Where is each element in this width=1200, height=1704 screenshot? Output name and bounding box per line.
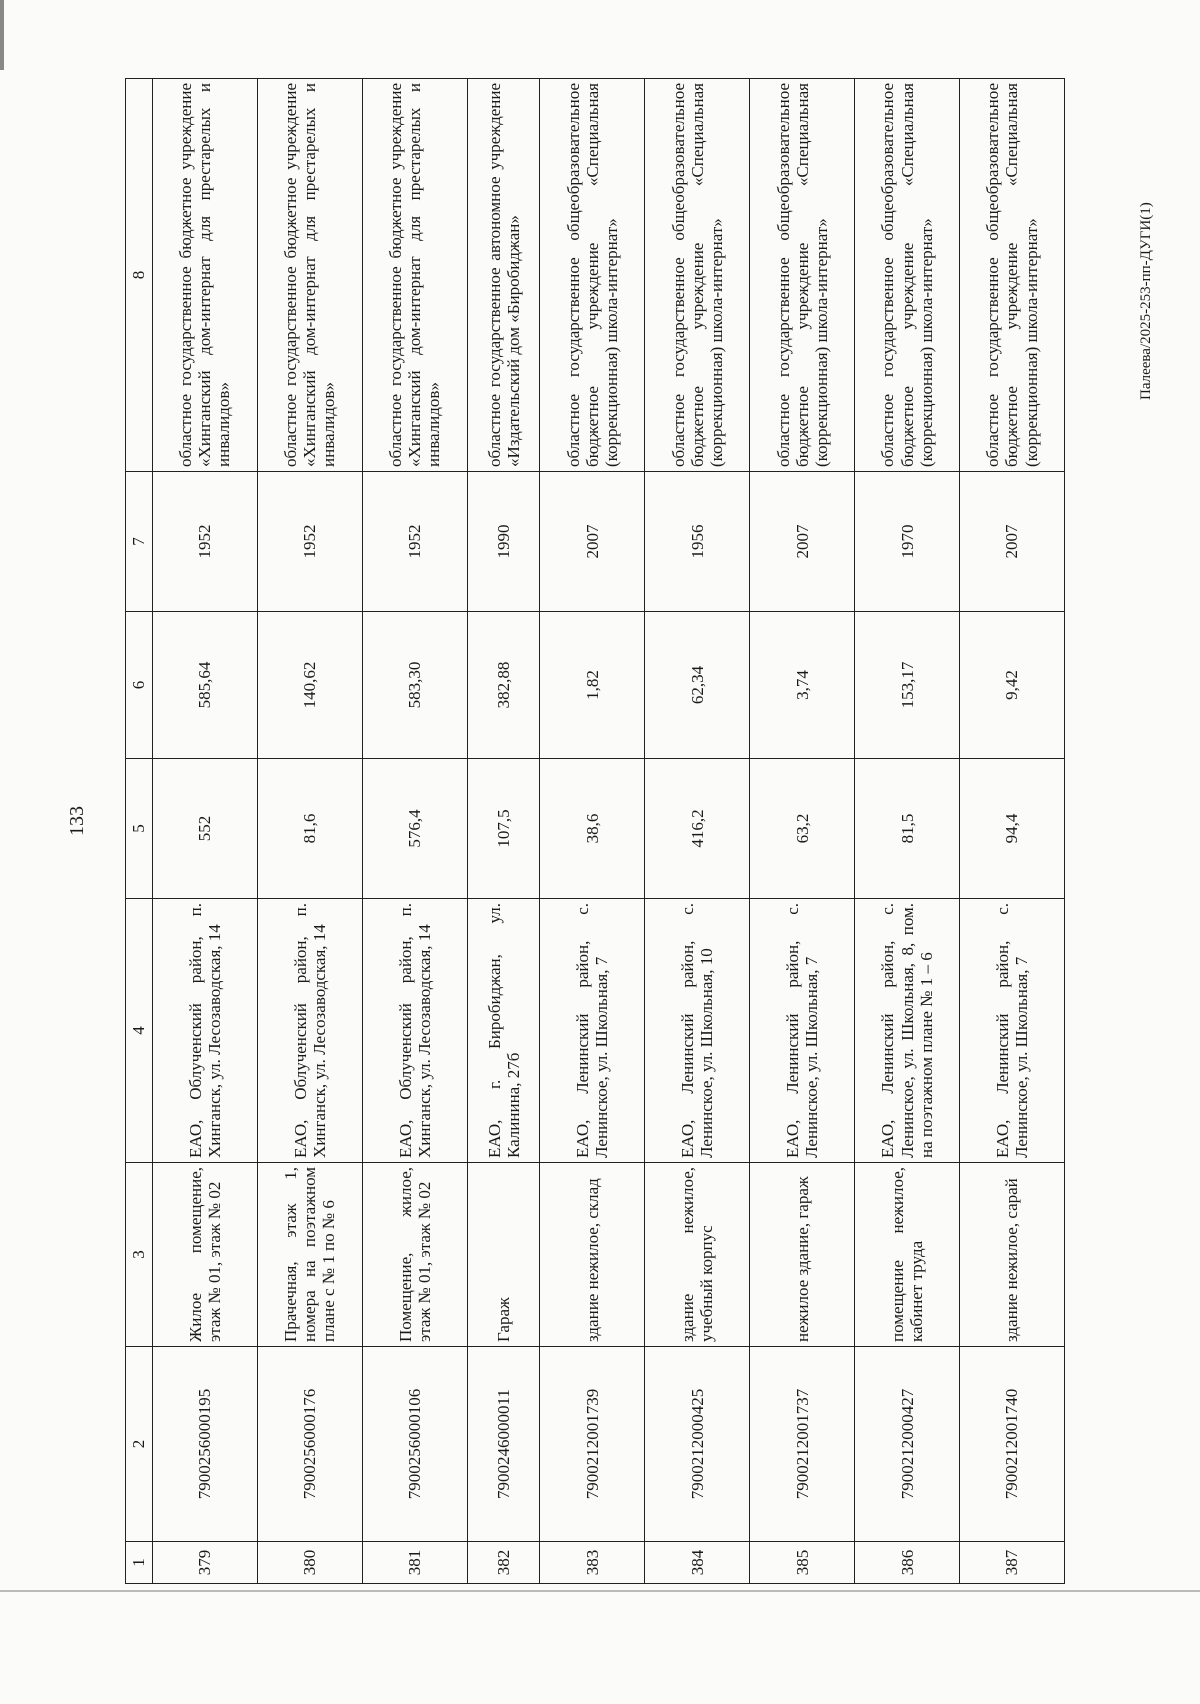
- object-year: 1970: [855, 472, 960, 612]
- object-name: нежилое здание, гараж: [750, 1163, 855, 1347]
- object-value: 583,30: [362, 612, 467, 759]
- object-address: ЕАО, Облученский район, п. Хинганск, ул. Лесозаводская, 14: [153, 899, 258, 1163]
- cadastral-number: 7900256000195: [153, 1347, 258, 1542]
- object-name: помещение нежилое, кабинет труда: [855, 1163, 960, 1347]
- object-area: 416,2: [645, 759, 750, 899]
- column-header: 2: [126, 1347, 153, 1542]
- object-address: ЕАО, Ленинский район, с. Ленинское, ул. Школьная, 7: [750, 899, 855, 1163]
- object-area: 38,6: [540, 759, 645, 899]
- cadastral-number: 7900212001737: [750, 1347, 855, 1542]
- object-value: 140,62: [257, 612, 362, 759]
- scan-edge-mark: [0, 0, 4, 70]
- cadastral-number: 7900212000427: [855, 1347, 960, 1542]
- scan-edge-mark: [0, 1590, 1200, 1592]
- object-year: 2007: [959, 472, 1064, 612]
- object-address: ЕАО, г. Биробиджан, ул. Калинина, 27б: [467, 899, 540, 1163]
- column-header: 7: [126, 472, 153, 612]
- object-area: 94,4: [959, 759, 1064, 899]
- table-row: [855, 79, 960, 1584]
- object-value: 153,17: [855, 612, 960, 759]
- column-header: 1: [126, 1542, 153, 1584]
- row-number: 386: [855, 1542, 960, 1584]
- row-number: 379: [153, 1542, 258, 1584]
- column-header: 6: [126, 612, 153, 759]
- table-row: [645, 79, 750, 1584]
- object-name: здание нежилое, склад: [540, 1163, 645, 1347]
- column-header: 3: [126, 1163, 153, 1347]
- row-number: 381: [362, 1542, 467, 1584]
- object-year: 1952: [257, 472, 362, 612]
- object-area: 63,2: [750, 759, 855, 899]
- cadastral-number: 7900212001740: [959, 1347, 1064, 1542]
- object-area: 81,6: [257, 759, 362, 899]
- object-holder: областное государственное общеобразовательное бюджетное учреждение «Специальная (коррекционная) школа-интернат»: [540, 79, 645, 472]
- object-holder: областное государственное общеобразовательное бюджетное учреждение «Специальная (коррекционная) школа-интернат»: [959, 79, 1064, 472]
- object-address: ЕАО, Ленинский район, с. Ленинское, ул. Школьная, 7: [959, 899, 1064, 1163]
- row-number: 383: [540, 1542, 645, 1584]
- object-address: ЕАО, Ленинский район, с. Ленинское, ул. Школьная, 7: [540, 899, 645, 1163]
- row-number: 384: [645, 1542, 750, 1584]
- object-value: 585,64: [153, 612, 258, 759]
- object-value: 3,74: [750, 612, 855, 759]
- object-name: Жилое помещение, этаж № 01, этаж № 02: [153, 1163, 258, 1347]
- object-holder: областное государственное общеобразовательное бюджетное учреждение «Специальная (коррекционная) школа-интернат»: [645, 79, 750, 472]
- object-area: 107,5: [467, 759, 540, 899]
- object-year: 1952: [362, 472, 467, 612]
- object-address: ЕАО, Облученский район, п. Хинганск, ул. Лесозаводская, 14: [257, 899, 362, 1163]
- rotated-table-container: [125, 79, 1065, 1584]
- column-header: 4: [126, 899, 153, 1163]
- object-holder: областное государственное общеобразовательное бюджетное учреждение «Специальная (коррекционная) школа-интернат»: [750, 79, 855, 472]
- cadastral-number: 7900256000176: [257, 1347, 362, 1542]
- object-address: ЕАО, Ленинский район, с. Ленинское, ул. Школьная, 10: [645, 899, 750, 1163]
- object-value: 9,42: [959, 612, 1064, 759]
- row-number: 385: [750, 1542, 855, 1584]
- object-name: Гараж: [467, 1163, 540, 1347]
- object-year: 2007: [750, 472, 855, 612]
- row-number: 380: [257, 1542, 362, 1584]
- object-value: 382,88: [467, 612, 540, 759]
- object-name: Помещение, жилое, этаж № 01, этаж № 02: [362, 1163, 467, 1347]
- object-holder: областное государственное бюджетное учреждение «Хинганский дом-интернат для престарелых и инвалидов»: [153, 79, 258, 472]
- column-header: 5: [126, 759, 153, 899]
- cadastral-number: 7900212000425: [645, 1347, 750, 1542]
- table-row: [153, 79, 258, 1584]
- table-row: [750, 79, 855, 1584]
- object-holder: областное государственное общеобразовательное бюджетное учреждение «Специальная (коррекционная) школа-интернат»: [855, 79, 960, 472]
- property-registry-table: [125, 78, 1065, 1584]
- row-number: 382: [467, 1542, 540, 1584]
- object-holder: областное государственное автономное учреждение «Издательский дом «Биробиджан»: [467, 79, 540, 472]
- object-area: 576,4: [362, 759, 467, 899]
- table-row: [540, 79, 645, 1584]
- object-value: 62,34: [645, 612, 750, 759]
- object-area: 552: [153, 759, 258, 899]
- cadastral-number: 7900256000106: [362, 1347, 467, 1542]
- row-number: 387: [959, 1542, 1064, 1584]
- object-name: здание нежилое, сарай: [959, 1163, 1064, 1347]
- object-year: 1990: [467, 472, 540, 612]
- page-number: 133: [66, 806, 88, 836]
- document-reference-code: Палеева/2025-253-пп-ДУГИ(1): [1138, 202, 1154, 400]
- cadastral-number: 7900212001739: [540, 1347, 645, 1542]
- object-name: здание нежилое, учебный корпус: [645, 1163, 750, 1347]
- object-address: ЕАО, Ленинский район, с. Ленинское, ул. Школьная, 8, пом. на поэтажном плане № 1 – 6: [855, 899, 960, 1163]
- object-holder: областное государственное бюджетное учреждение «Хинганский дом-интернат для престарелых и инвалидов»: [257, 79, 362, 472]
- table-row: [257, 79, 362, 1584]
- object-year: 1952: [153, 472, 258, 612]
- cadastral-number: 7900246000011: [467, 1347, 540, 1542]
- table-row: [959, 79, 1064, 1584]
- object-area: 81,5: [855, 759, 960, 899]
- object-year: 2007: [540, 472, 645, 612]
- table-row: [467, 79, 540, 1584]
- object-value: 1,82: [540, 612, 645, 759]
- table-row: [362, 79, 467, 1584]
- object-holder: областное государственное бюджетное учреждение «Хинганский дом-интернат для престарелых и инвалидов»: [362, 79, 467, 472]
- object-year: 1956: [645, 472, 750, 612]
- header-row: [126, 79, 153, 1584]
- object-address: ЕАО, Облученский район, п. Хинганск, ул. Лесозаводская, 14: [362, 899, 467, 1163]
- column-header: 8: [126, 79, 153, 472]
- object-name: Прачечная, этаж 1, номера на поэтажном плане с № 1 по № 6: [257, 1163, 362, 1347]
